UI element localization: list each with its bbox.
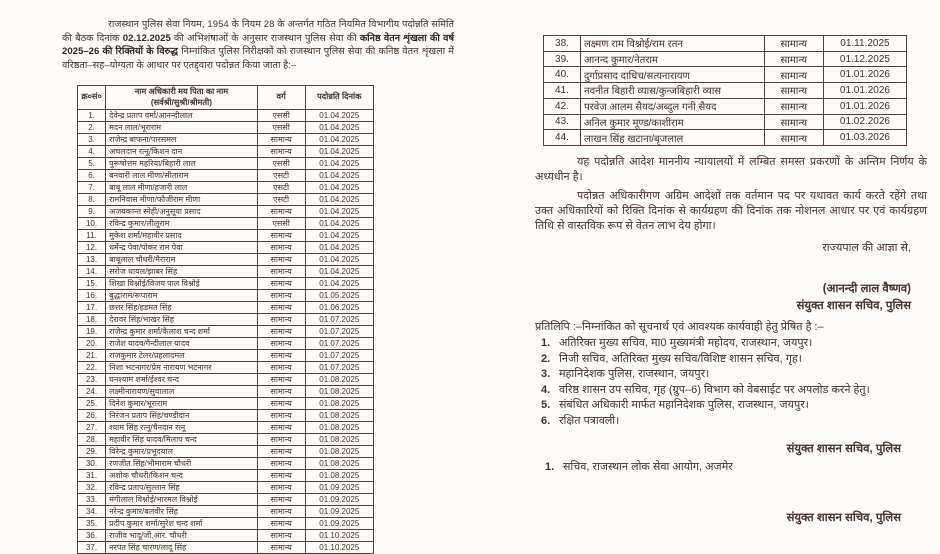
table-row [78, 314, 374, 326]
cell-category: सामान्य [257, 206, 305, 218]
copy-item-number: 6. [541, 414, 551, 427]
cell-category: सामान्य [257, 338, 305, 350]
copy-item-number: 2. [541, 352, 551, 365]
cell-date: 01.04.2025 [305, 242, 373, 254]
table-row [78, 422, 374, 434]
cell-category: सामान्य [257, 482, 305, 494]
cell-name: देवेन्द्र प्रताप वर्मा/आनन्दीलाल [106, 110, 258, 122]
cell-name: सरोज धायल/झाबर सिंह [106, 266, 258, 278]
cell-name: मंगीलाल विश्नोई/भारमल विश्नोई [106, 494, 258, 506]
rpsc-item-text: सचिव, राजस्थान लोक सेवा आयोग, अजमेर [563, 461, 733, 473]
cell-name: अनिल कुमार मूण्ड/काशीराम [581, 114, 765, 130]
table-row [78, 254, 374, 266]
cell-date: 01.08.2025 [305, 434, 373, 446]
cell-name: दिनेश कुमार/भूराराम [106, 398, 258, 410]
copy-item-text: वरिष्ठ शासन उप सचिव, गृह (ग्रुप–6) विभाग को वेबसाईट पर अपलोड करने हेतु। [559, 383, 870, 396]
cell-sno: 32. [78, 482, 106, 494]
cell-category: सामान्य [257, 386, 305, 398]
cell-name: मदन लाल/भूराराम [106, 122, 258, 134]
cell-sno: 4. [78, 146, 106, 158]
cell-date: 01.01.2026 [823, 98, 906, 114]
cell-category: सामान्य [764, 36, 823, 52]
table-header-row [78, 86, 374, 110]
cell-sno: 44. [544, 130, 581, 146]
cell-category: एससी [257, 122, 305, 134]
rpsc-item-number: 1. [545, 461, 555, 473]
cell-name: लाखन सिंह खटाना/बृजलाल [581, 130, 765, 146]
cell-date: 01.08.2025 [305, 422, 373, 434]
cell-sno: 9. [78, 206, 106, 218]
intro-seg2: की अभिशंषाओं के अनुसार राजस्थान पुलिस सेवा की [170, 32, 360, 44]
cell-date: 01.04.2025 [305, 194, 373, 206]
document-page-1 [20, 0, 465, 552]
cell-date: 01.04.2025 [305, 158, 373, 170]
table-row [78, 350, 374, 362]
cell-sno: 19. [78, 326, 106, 338]
cell-category: सामान्य [764, 98, 823, 114]
table-row [544, 83, 907, 99]
cell-sno: 24. [78, 386, 106, 398]
cell-date: 01.08.2025 [305, 398, 373, 410]
cell-sno: 22. [78, 362, 106, 374]
cell-date: 01.03.2026 [823, 130, 906, 146]
copy-item-text: महानिदेशक पुलिस, राजस्थान, जयपुर। [559, 368, 710, 380]
cell-date: 01.12.2025 [823, 51, 906, 67]
header-name-line1: नाम अधिकारी मय पिता का नाम [134, 87, 229, 96]
table-row [544, 67, 907, 83]
cell-name: श्याम सिंह रत्नू/चैनदान रत्नू [106, 422, 258, 434]
cell-sno: 7. [78, 182, 106, 194]
cell-sno: 17. [78, 302, 106, 314]
header-serial: क्र०सं० [78, 86, 106, 110]
table-row [78, 194, 374, 206]
cell-name: रविन्द्र कुमार/लीलूराम [106, 218, 258, 230]
cell-category: सामान्य [764, 67, 823, 83]
table-row [78, 482, 374, 494]
cell-date: 01.08.2025 [305, 374, 373, 386]
cell-sno: 30. [78, 458, 106, 470]
cell-date: 01.08.2025 [305, 386, 373, 398]
cell-category: एसटी [257, 194, 305, 206]
cell-category: सामान्य [257, 242, 305, 254]
copy-item-number: 3. [541, 368, 551, 380]
copy-list-item [535, 383, 927, 399]
cell-sno: 2. [78, 122, 106, 134]
cell-category: सामान्य [257, 314, 305, 326]
copy-list-item [535, 398, 927, 414]
cell-name: शिखा विश्नोई/विजय पाल विश्नोई [106, 278, 258, 290]
cell-name: राजेन्द्र कुमार शर्मा/कैलाश चन्द शर्मा [106, 326, 258, 338]
table-row [544, 36, 907, 52]
cell-category: सामान्य [764, 51, 823, 67]
cell-name: रणजीत सिंह/भौमाराम चौधरी [106, 458, 258, 470]
table-row [78, 110, 374, 122]
cell-category: सामान्य [257, 470, 305, 482]
cell-name: रविन्द्र प्रताप/सुल्तान सिंह [106, 482, 258, 494]
table-row [78, 302, 374, 314]
table-row [78, 506, 374, 518]
cell-name: बाबू लाल मीणा/हजारी लाल [106, 182, 258, 194]
cell-sno: 35. [78, 518, 106, 530]
cell-category: सामान्य [764, 130, 823, 146]
cell-sno: 40. [544, 67, 581, 83]
cell-date: 01.10.2025 [305, 530, 373, 542]
copy-to-list [535, 336, 927, 429]
cell-name: राजेश यादव/गैन्दीलाल यादव [106, 338, 258, 350]
cell-date: 01.01.2026 [823, 67, 906, 83]
cell-category: सामान्य [257, 134, 305, 146]
cell-name: निशा भटनागर/प्रेम नारायण भटनागर [106, 362, 258, 374]
cell-sno: 10. [78, 218, 106, 230]
cell-sno: 21. [78, 350, 106, 362]
cell-name: आनन्द कुमार/नेतराम [581, 51, 765, 67]
cell-date: 01.07.2025 [305, 362, 373, 374]
cell-category: एससी [257, 110, 305, 122]
signature-block [535, 281, 927, 313]
cell-name: देरावर सिंह/भाखर सिंह [106, 314, 258, 326]
table-row [78, 374, 374, 386]
cell-date: 01.09.2025 [305, 494, 373, 506]
cell-category: सामान्य [764, 114, 823, 130]
header-name [106, 86, 258, 110]
cell-category: सामान्य [257, 410, 305, 422]
cell-date: 01.09.2025 [305, 518, 373, 530]
table-row [78, 458, 374, 470]
cell-name: पुरूषोत्तम महरिया/बिहारी लाल [106, 158, 258, 170]
cell-date: 01.07.2025 [305, 350, 373, 362]
table-row [78, 206, 374, 218]
header-date: पदोन्नति दिनांक [305, 86, 373, 110]
cell-date: 01.04.2025 [305, 254, 373, 266]
copy-list-item [535, 367, 927, 383]
cell-name: राजीव भादू/जी.आर. चौधरी [106, 530, 258, 542]
signature-line-3: संयुक्त शासन सचिव, पुलिस [786, 511, 901, 524]
cell-category: एससी [257, 218, 305, 230]
cell-name: नवनीत बिहारी व्यास/कुन्जबिहारी व्यास [581, 83, 765, 99]
cell-sno: 43. [544, 114, 581, 130]
cell-sno: 42. [544, 98, 581, 114]
cell-category: सामान्य [257, 254, 305, 266]
copy-list-item [535, 352, 927, 368]
cell-name: लक्ष्मण राम विश्नोई/राम रतन [581, 36, 765, 52]
cell-sno: 27. [78, 422, 106, 434]
cell-name: छत्तर सिंह/हडमत सिंह [106, 302, 258, 314]
cell-name: बुद्धाराम/रूपाराम [106, 290, 258, 302]
copy-item-number: 5. [541, 399, 551, 411]
cell-sno: 23. [78, 374, 106, 386]
cell-date: 01.07.2025 [305, 326, 373, 338]
cell-category: सामान्य [257, 374, 305, 386]
subjudice-paragraph: यह पदोन्नति आदेश माननीय न्यायालयों में लम्बित समस्त प्रकरणों के अन्तिम निर्णय के अध्यधीन है। [535, 156, 927, 183]
cell-category: एसटी [257, 170, 305, 182]
cell-sno: 39. [544, 51, 581, 67]
cell-name: विरेन्द्र कुमार/प्रभुदयाल [106, 446, 258, 458]
table-row [78, 134, 374, 146]
table-row [78, 446, 374, 458]
table-row [78, 182, 374, 194]
table-row [78, 470, 374, 482]
table-row [78, 158, 374, 170]
cell-name: बाबूलाल चौधरी/मैराराम [106, 254, 258, 266]
cell-sno: 31. [78, 470, 106, 482]
cell-name: निरंजन प्रताप सिंह/चण्डीदान [106, 410, 258, 422]
signature-line-2: संयुक्त शासन सचिव, पुलिस [786, 443, 901, 455]
cell-category: सामान्य [257, 422, 305, 434]
cell-date: 01.11.2025 [823, 36, 906, 52]
cell-name: अजयकान्त स्नेही/अनुसूया प्रसाद [106, 206, 258, 218]
cell-date: 01.09.2025 [305, 482, 373, 494]
cell-name: मुकेश शर्मा/महावीर प्रसाद [106, 230, 258, 242]
cell-category: सामान्य [257, 434, 305, 446]
header-category: वर्ग [257, 86, 305, 110]
cell-name: दुर्गाप्रसाद दाधिच/सत्यनारायण [581, 67, 765, 83]
promotion-table-page2 [543, 35, 907, 146]
cell-name: परवेज आलम सैयद/अब्दुल गनी सैयद [581, 98, 765, 114]
cell-date: 01.02.2026 [823, 114, 906, 130]
copy-item-text: रक्षित पत्रावली। [559, 414, 620, 427]
rpsc-copy-item [535, 460, 927, 476]
cell-date: 01.04.2025 [305, 230, 373, 242]
cell-sno: 15. [78, 278, 106, 290]
cell-sno: 12. [78, 242, 106, 254]
header-name-line2: (सर्वश्री/सुश्री/श्रीमती) [150, 97, 212, 107]
table-row [544, 51, 907, 67]
copy-item-text: अतिरिक्त मुख्य सचिव, मा0 मुख्यमंत्री महोदय, राजस्थान, जयपुर। [559, 337, 813, 349]
cell-date: 01.04.2025 [305, 110, 373, 122]
cell-sno: 41. [544, 83, 581, 99]
cell-name: रामनिवास मीणा/फौजीराम मीणा [106, 194, 258, 206]
table-row [78, 242, 374, 254]
table-row [78, 278, 374, 290]
intro-bold-clause: कनिष्ठ वेतन शृंखला की वर्ष 2025–26 की रिक्तियों के विरुद्ध [62, 32, 455, 58]
cell-sno: 13. [78, 254, 106, 266]
cell-date: 01.08.2025 [305, 410, 373, 422]
cell-category: एसटी [257, 182, 305, 194]
cell-date: 01.04.2025 [305, 182, 373, 194]
table-row [78, 494, 374, 506]
cell-category: एससी [257, 158, 305, 170]
cell-sno: 16. [78, 290, 106, 302]
cell-category: सामान्य [257, 494, 305, 506]
copy-item-text: निजी सचिव, अतिरिक्त मुख्य सचिव/विशिष्ट शासन सचिव, गृह। [559, 352, 802, 365]
cell-sno: 18. [78, 314, 106, 326]
copy-item-number: 1. [541, 337, 551, 349]
cell-category: सामान्य [257, 446, 305, 458]
cell-category: सामान्य [257, 146, 305, 158]
table-row [78, 542, 374, 554]
cell-sno: 34. [78, 506, 106, 518]
cell-category: सामान्य [257, 290, 305, 302]
cell-sno: 36. [78, 530, 106, 542]
table-row [78, 362, 374, 374]
cell-date: 01.04.2025 [305, 206, 373, 218]
cell-category: सामान्य [257, 398, 305, 410]
cell-category: सामान्य [257, 530, 305, 542]
intro-seg1: राजस्थान पुलिस सेवा नियम, 1954 के नियम 28 के अन्तर्गत गठित नियमित विभागीय पदोन्नति समिति की बैठक दिनांक [62, 18, 454, 44]
cell-category: सामान्य [257, 350, 305, 362]
intro-paragraph [62, 18, 454, 74]
cell-sno: 28. [78, 434, 106, 446]
cell-date: 01.07.2025 [305, 314, 373, 326]
table-row [78, 326, 374, 338]
table-row [544, 114, 907, 130]
cell-sno: 14. [78, 266, 106, 278]
table-row [78, 386, 374, 398]
cell-date: 01.09.2025 [305, 506, 373, 518]
table-row [544, 130, 907, 146]
table-row [78, 146, 374, 158]
cell-name: राजकुमार टेलर/प्रहलादमल [106, 350, 258, 362]
cell-category: सामान्य [257, 266, 305, 278]
table-row [78, 122, 374, 134]
cell-date: 01.04.2025 [305, 266, 373, 278]
cell-name: नरेन्द्र कुमार/बलवीर सिंह [106, 506, 258, 518]
cell-date: 01.04.2025 [305, 170, 373, 182]
cell-date: 01.06.2025 [305, 302, 373, 314]
table-row [78, 218, 374, 230]
cell-name: अचलदान रत्नू/किशन दान [106, 146, 258, 158]
page2-body [535, 155, 927, 525]
cell-sno: 8. [78, 194, 106, 206]
cell-date: 01.04.2025 [305, 122, 373, 134]
cell-date: 01.08.2025 [305, 446, 373, 458]
cell-sno: 29. [78, 446, 106, 458]
cell-name: धर्मेन्द्र पेवा/पोकर राम पेवा [106, 242, 258, 254]
notional-benefit-paragraph: पदोन्नत अधिकारीगण अग्रिम आदेशों तक वर्तमान पद पर यथावत कार्य करते रहेंगे तथा उक्त अधिकारियों को रिक्ति दिनांक से कार्यग्रहण की दिनांक तक नोशनल आधार पर एवं कार्यग्रहण तिथि से वास्तविक रूप से वेतन लाभ देय होगा। [535, 190, 927, 232]
promotion-table-page1 [77, 85, 374, 554]
table-row [78, 290, 374, 302]
cell-date: 01.07.2025 [305, 338, 373, 350]
cell-category: सामान्य [257, 230, 305, 242]
copy-list-item [535, 336, 927, 352]
table-row [78, 170, 374, 182]
cell-name: घनश्याम शर्मा/ईश्वर चन्द [106, 374, 258, 386]
cell-category: सामान्य [257, 278, 305, 290]
copy-item-number: 4. [541, 383, 551, 396]
cell-sno: 20. [78, 338, 106, 350]
cell-date: 01.10.2025 [305, 542, 373, 554]
cell-category: सामान्य [257, 542, 305, 554]
table-row [78, 410, 374, 422]
cell-name: प्रदीप कुमार शर्मा/सुरेश चन्द शर्मा [106, 518, 258, 530]
by-order-of-governor-line: राज्यपाल की आज्ञा से, [822, 242, 911, 254]
cell-sno: 38. [544, 36, 581, 52]
copy-to-heading: प्रतिलिपि :–निम्नांकित को सूचनार्थ एवं आवश्यक कार्यवाही हेतु प्रेषित है :– [535, 321, 824, 333]
cell-sno: 26. [78, 410, 106, 422]
cell-date: 01.04.2025 [305, 218, 373, 230]
intro-bold-date: 02.12.2025 [122, 32, 171, 44]
cell-date: 01.08.2025 [305, 470, 373, 482]
cell-name: लक्ष्मीनारायण/सुवालाल [106, 386, 258, 398]
cell-date: 01.08.2025 [305, 458, 373, 470]
table-row [78, 518, 374, 530]
cell-category: सामान्य [764, 83, 823, 99]
cell-date: 01.04.2025 [305, 146, 373, 158]
table-row [78, 230, 374, 242]
cell-name: महावीर सिंह यादव/मिलाप चन्द [106, 434, 258, 446]
cell-sno: 6. [78, 170, 106, 182]
signatory-name: (आनन्दी लाल वैष्णव) [822, 283, 911, 295]
cell-date: 01.01.2026 [823, 83, 906, 99]
cell-sno: 11. [78, 230, 106, 242]
cell-sno: 37. [78, 542, 106, 554]
cell-sno: 33. [78, 494, 106, 506]
table-row [544, 98, 907, 114]
cell-sno: 5. [78, 158, 106, 170]
cell-category: सामान्य [257, 326, 305, 338]
table-row [78, 398, 374, 410]
cell-date: 01.05.2025 [305, 290, 373, 302]
intro-seg3: निम्नांकित पुलिस निरीक्षकों को राजस्थान पुलिस सेवा की कनिष्ठ वेतन शृंखला में वरिष्ठता–सह–योग्यता के आधार पर एतद्द्वारा पदोन्नत किया जाता है:– [62, 46, 454, 72]
cell-date: 01.04.2025 [305, 134, 373, 146]
copy-list-item [535, 414, 927, 430]
table-row [78, 266, 374, 278]
cell-name: बनवारी लाल मीणा/सीताराम [106, 170, 258, 182]
cell-name: नरपत सिंह चारण/लादू सिंह [106, 542, 258, 554]
cell-name: राजेन्द्र बाफना/पारसमल [106, 134, 258, 146]
copy-item-text: संबंधित अधिकारी मार्फत महानिदेशक पुलिस, राजस्थान, जयपुर। [559, 399, 809, 411]
cell-sno: 25. [78, 398, 106, 410]
cell-sno: 1. [78, 110, 106, 122]
cell-sno: 3. [78, 134, 106, 146]
cell-category: सामान्य [257, 458, 305, 470]
cell-category: सामान्य [257, 302, 305, 314]
cell-category: सामान्य [257, 362, 305, 374]
document-page-2 [505, 0, 937, 540]
cell-date: 01.04.2025 [305, 278, 373, 290]
signatory-title: संयुक्त शासन सचिव, पुलिस [796, 300, 911, 312]
table-row [78, 434, 374, 446]
cell-category: सामान्य [257, 506, 305, 518]
table-row [78, 338, 374, 350]
cell-category: सामान्य [257, 518, 305, 530]
cell-name: अशोक चौधरी/किशन चन्द [106, 470, 258, 482]
